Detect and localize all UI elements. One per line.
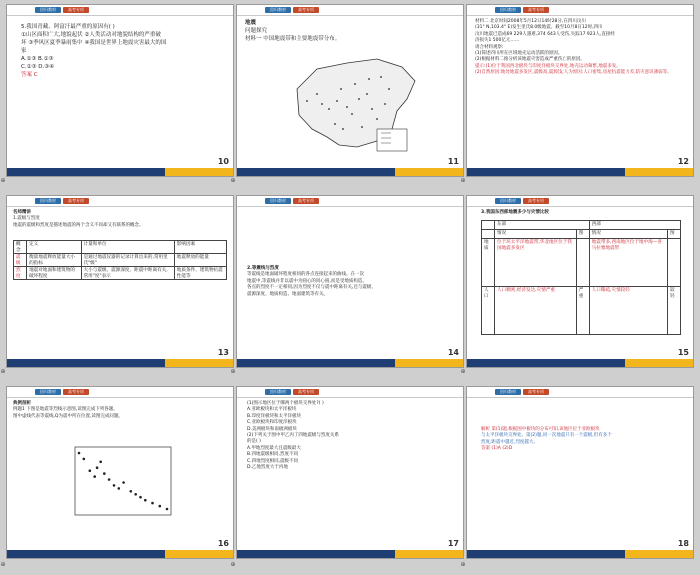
hint-line: (2)自然原因:地处地震多发区,震级高,震源浅;人为原因:人口密集,房屋抗震能力差,防灾意识薄弱等。 bbox=[475, 70, 672, 76]
material-line: 材料二 北京时间2008年5月12日14时28分,在四川汶川 bbox=[475, 19, 586, 24]
slide-header bbox=[467, 387, 693, 398]
option-line: A.亚欧板块和太平洋板块 bbox=[247, 407, 297, 413]
question-line: 的是( ) bbox=[247, 439, 261, 445]
slide-thumbnail-16[interactable] bbox=[6, 386, 234, 559]
slide-thumbnail-14[interactable] bbox=[236, 195, 464, 368]
analysis-line: 与太平洋板块交界处。第(2)题,同一次地震只有一个震级,但有多个 bbox=[481, 433, 612, 439]
analysis-line: 解析 第(1)题,根据图中板块的分布可知,该地区位于亚欧板块 bbox=[481, 427, 600, 432]
table-header-cell: 西部 bbox=[589, 221, 680, 230]
slide-number: 14 bbox=[447, 348, 459, 357]
slide-footer bbox=[7, 359, 233, 367]
slide-footer bbox=[467, 359, 693, 367]
material-line: 济损失1 500亿元…… bbox=[475, 38, 520, 44]
scatter-point bbox=[144, 499, 147, 502]
slide-tab: 高考专项 bbox=[523, 198, 549, 204]
slide-tab: 高考专项 bbox=[63, 7, 89, 13]
scatter-point bbox=[96, 466, 99, 469]
section-subheading: 1.震级与烈度 bbox=[13, 216, 40, 222]
question-line: (2)下列关于图中甲乙丙丁四地震级与烈度关系 bbox=[247, 433, 339, 439]
table-header-cell: 东部 bbox=[494, 221, 589, 230]
scatter-point bbox=[118, 487, 121, 490]
slide-number: 15 bbox=[677, 348, 689, 357]
table-subheader-cell bbox=[482, 230, 495, 239]
hint-line: 提示:(1)位于我国西北板块与印度洋板块交界处,地壳运动频繁,地震多发。 bbox=[475, 63, 621, 69]
scatter-point bbox=[159, 505, 162, 508]
table-cell: 地震带多,西南地区位于地中海—喜马拉雅地震带 bbox=[589, 239, 667, 287]
scatter-point bbox=[93, 475, 96, 478]
slide-control-icon[interactable]: ⊕ bbox=[460, 561, 466, 568]
china-earthquake-map bbox=[277, 49, 427, 159]
slide-tab: 回归教材 bbox=[265, 7, 291, 13]
material-line: (31° N,103.4° E)发生里氏8.0级地震。截至10月8日12时,四川 bbox=[475, 25, 603, 31]
slide-footer bbox=[237, 550, 463, 558]
slide-control-icon[interactable]: ⊕ bbox=[0, 561, 6, 568]
option-line: C.②③ D.③④ bbox=[21, 64, 55, 70]
answer-text: 答案 C bbox=[21, 72, 38, 78]
table-cell: 大小与震级、震源深度、距震中距离有关,常用"度"表示 bbox=[81, 267, 174, 280]
scatter-point bbox=[103, 472, 106, 475]
slide-number: 13 bbox=[217, 348, 229, 357]
scatter-point bbox=[151, 502, 154, 505]
slide-thumbnail-13[interactable] bbox=[6, 195, 234, 368]
slide-control-icon[interactable]: ⊕ bbox=[230, 177, 236, 184]
option-line: A.甲地烈度最大且震级最大 bbox=[247, 445, 301, 451]
table-cell: 严重 bbox=[576, 287, 589, 335]
scatter-point bbox=[166, 508, 169, 511]
slide-thumbnail-17[interactable] bbox=[236, 386, 464, 559]
analysis-line: 烈度,距震中越近,烈度越大。 bbox=[481, 439, 538, 445]
slide-header bbox=[7, 5, 233, 16]
slide-number: 10 bbox=[217, 157, 229, 166]
slide-header bbox=[7, 387, 233, 398]
slide-footer bbox=[467, 550, 693, 558]
slide-footer bbox=[7, 550, 233, 558]
material-line: 请合材料观察: bbox=[475, 44, 504, 50]
slide-tab: 高考专项 bbox=[523, 7, 549, 13]
slide-number: 16 bbox=[217, 539, 229, 548]
scatter-point bbox=[108, 478, 111, 481]
slide-number: 18 bbox=[677, 539, 689, 548]
table-header-cell: 影响因素 bbox=[174, 241, 226, 254]
slide-tab: 回归教材 bbox=[35, 7, 61, 13]
scatter-point bbox=[122, 481, 125, 484]
question-line: 坏 ③季风区夏季暴雨集中 ④我国是世界上地震灾害最大的国 bbox=[21, 40, 167, 46]
slide-header bbox=[237, 387, 463, 398]
slide-control-icon[interactable]: ⊕ bbox=[0, 177, 6, 184]
table-header-cell: 定义 bbox=[27, 241, 82, 254]
section-heading: 名师精讲 bbox=[13, 210, 31, 215]
table-cell: 地震对地面和建筑物的破坏程度 bbox=[27, 267, 82, 280]
slide-tab: 回归教材 bbox=[495, 389, 521, 395]
paragraph-line: 震源深度、地质构造、地面建筑等有关。 bbox=[247, 291, 328, 297]
slide-tab: 高考专项 bbox=[293, 198, 319, 204]
slide-tab: 回归教材 bbox=[495, 7, 521, 13]
slide-thumbnail-11[interactable] bbox=[236, 4, 464, 177]
table-cell: 地震释放的能量 bbox=[174, 254, 226, 267]
slide-tab: 高考专项 bbox=[293, 389, 319, 395]
scatter-point bbox=[134, 493, 137, 496]
paragraph-line: 地震中,等震线并非以震中为圆心的同心圆,而是受地质构造、 bbox=[247, 278, 367, 284]
slide-control-icon[interactable]: ⊕ bbox=[0, 368, 6, 375]
table-subheader-cell: 图 bbox=[576, 230, 589, 239]
slide-tab: 高考专项 bbox=[523, 389, 549, 395]
material-line: (2)根据材料二推分析该地震灾害造成严重伤亡的原因。 bbox=[475, 57, 585, 63]
slide-number: 11 bbox=[447, 157, 459, 166]
scatter-point bbox=[89, 469, 92, 472]
slide-tab: 高考专项 bbox=[63, 198, 89, 204]
scatter-point bbox=[99, 461, 102, 464]
table-cell: 衡量地震释放能量大小的指标 bbox=[27, 254, 82, 267]
slide-title: 地震 bbox=[245, 20, 257, 26]
slide-footer bbox=[7, 168, 233, 176]
scatter-point bbox=[83, 458, 86, 461]
table-subheader-cell: 情况 bbox=[494, 230, 576, 239]
paragraph-line: 图中虚线代表等震线,Q为震中所在位置,读图完成问题。 bbox=[13, 413, 123, 419]
scatter-point bbox=[130, 490, 133, 493]
slide-header bbox=[467, 5, 693, 16]
option-line: B.印度洋板块和太平洋板块 bbox=[247, 413, 302, 419]
slide-footer bbox=[467, 168, 693, 176]
map-caption: 材料一 中国地震带和主要地震带分布。 bbox=[245, 36, 341, 42]
slide-control-icon[interactable]: ⊕ bbox=[230, 368, 236, 375]
slide-thumbnail-15[interactable] bbox=[466, 195, 694, 368]
table-cell: 人口稠密,经济发达,灾情严重 bbox=[494, 287, 576, 335]
table-cell: 是通过地震仪器的记录计算出来的,常用里氏"级" bbox=[81, 254, 174, 267]
slide-header bbox=[237, 196, 463, 207]
slide-tab: 高考专项 bbox=[63, 389, 89, 395]
section-heading: 2.等震线与烈度 bbox=[247, 266, 279, 271]
slide-control-icon[interactable]: ⊕ bbox=[460, 368, 466, 375]
scatter-point bbox=[78, 452, 81, 455]
slide-tab: 回归教材 bbox=[265, 389, 291, 395]
section-heading: 典例剖析 bbox=[13, 401, 31, 406]
table-subheader-cell: 图 bbox=[668, 230, 681, 239]
table-cell bbox=[576, 239, 589, 287]
material-line: 汶川地震已造成69 229人遇难,374 643人受伤,失踪17 923人,直接经 bbox=[475, 31, 615, 37]
table-cell: 震级 bbox=[14, 254, 27, 267]
slide-tab: 回归教材 bbox=[35, 389, 61, 395]
option-line: A.①③ B.①③ bbox=[21, 56, 54, 62]
slide-control-icon[interactable]: ⊕ bbox=[460, 177, 466, 184]
table-header-cell bbox=[482, 221, 495, 230]
slide-tab: 回归教材 bbox=[265, 198, 291, 204]
table-cell: 位于环太平洋地震带,华北地区位于我国地震多发区 bbox=[494, 239, 576, 287]
table-cell: 人口 bbox=[482, 287, 495, 335]
section-paragraph: 地震的震级和烈度是描述地震的两个含义不同却又有联系的概念。 bbox=[13, 222, 144, 228]
table-cell bbox=[668, 239, 681, 287]
slide-footer bbox=[237, 168, 463, 176]
table-subheader-cell: 情况 bbox=[589, 230, 667, 239]
slide-tab: 回归教材 bbox=[35, 198, 61, 204]
magnitude-intensity-table bbox=[13, 240, 227, 280]
east-west-comparison-table bbox=[481, 220, 681, 335]
slide-tab: 回归教材 bbox=[495, 198, 521, 204]
slide-control-icon[interactable]: ⊕ bbox=[230, 561, 236, 568]
table-cell: 地质条件、建筑物抗震性能等 bbox=[174, 267, 226, 280]
slide-thumbnail-18[interactable] bbox=[466, 386, 694, 559]
option-line: C.四地烈度相同,震级不同 bbox=[247, 458, 299, 464]
question-line: 5.我国青藏、阿富汗最严重的原因有( ) bbox=[21, 24, 115, 30]
table-cell: 地质 bbox=[482, 239, 495, 287]
paragraph-line: 例题1 下图是地震等烈线示意图,读图完成下列各题。 bbox=[13, 407, 118, 413]
slide-thumbnail-12[interactable] bbox=[466, 4, 694, 177]
slide-footer bbox=[237, 359, 463, 367]
slide-number: 17 bbox=[447, 539, 459, 548]
slide-thumbnail-10[interactable] bbox=[6, 4, 234, 177]
option-line: C.亚欧板块和印度洋板块 bbox=[247, 420, 297, 426]
option-line: D.美洲板块和南极洲板块 bbox=[247, 426, 297, 432]
table-cell: 较轻 bbox=[668, 287, 681, 335]
slide-header bbox=[7, 196, 233, 207]
slide-header bbox=[467, 196, 693, 207]
scatter-point bbox=[139, 496, 142, 499]
answer-text: 答案 (1)A (2)D bbox=[481, 446, 513, 452]
question-line: ①山区面积广大,地貌起伏 ②人类活动对地貌结构的严重破 bbox=[21, 32, 161, 38]
slide-header bbox=[237, 5, 463, 16]
isoseismal-scatter-chart bbox=[65, 443, 175, 525]
question-line: 家 bbox=[21, 48, 27, 54]
slide-tab: 高考专项 bbox=[293, 7, 319, 13]
paragraph-line: 等震线是地面破坏程度相同的各点连接起来的曲线。在一次 bbox=[247, 272, 364, 278]
table-cell: 烈度 bbox=[14, 267, 27, 280]
option-line: D.乙地烈度大于丙地 bbox=[247, 465, 288, 471]
scatter-point bbox=[113, 484, 116, 487]
table-header-cell: 计量和单位 bbox=[81, 241, 174, 254]
paragraph-line: 各点的烈度不一定相同,因为烈度不仅与震中距离有关,还与震级、 bbox=[247, 285, 376, 291]
slide-number: 12 bbox=[677, 157, 689, 166]
table-header-cell: 概念 bbox=[14, 241, 27, 254]
section-heading: 3.我国东西部地震多少与灾情比较 bbox=[481, 210, 549, 215]
question-line: (1)图示地区位于哪两个板块交界处?( ) bbox=[247, 401, 324, 406]
material-line: (1)简述四川所在区域地壳运动活跃的原因。 bbox=[475, 51, 563, 57]
table-cell: 人口稀疏,灾情较轻 bbox=[589, 287, 667, 335]
option-line: B.四地震级相同,烈度不同 bbox=[247, 452, 298, 458]
slide-subtitle: 问题探究 bbox=[245, 28, 268, 34]
